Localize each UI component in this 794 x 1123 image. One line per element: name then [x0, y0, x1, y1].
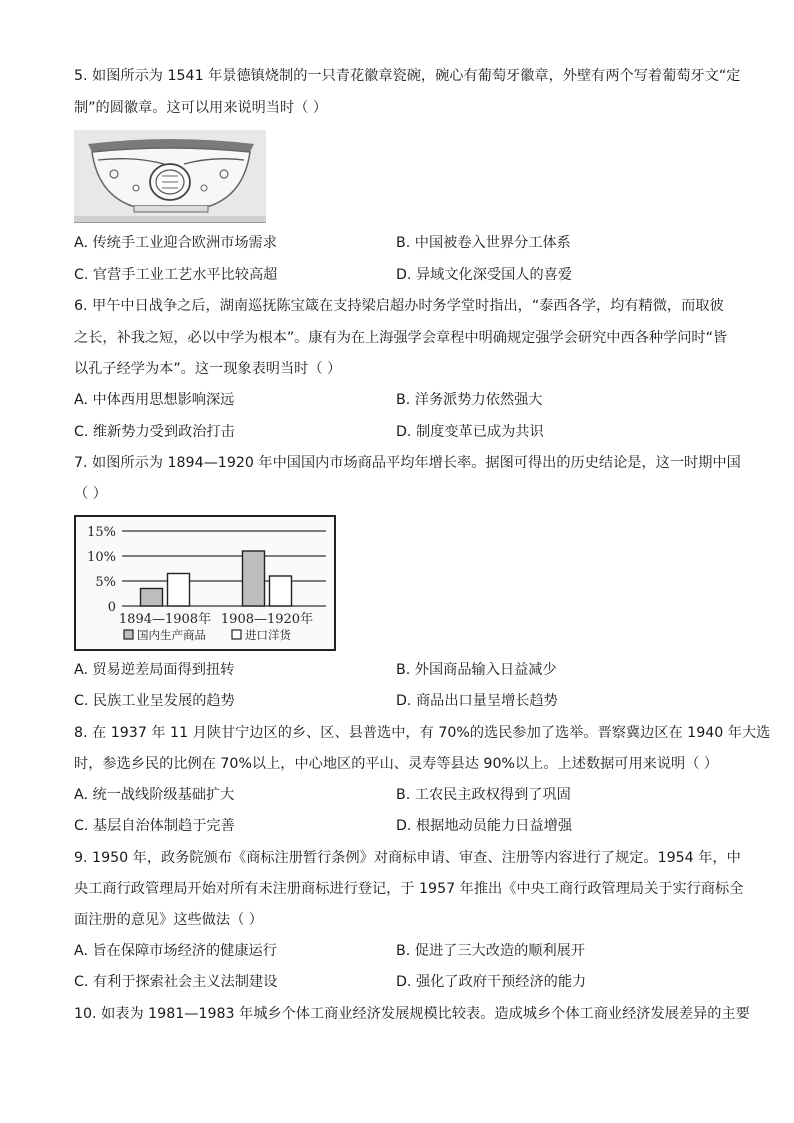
- chart-bars: [141, 551, 292, 606]
- q7-stem-line1: 7. 如图所示为 1894—1920 年中国国内市场商品平均年增长率。据图可得出的历史结论是，这一时期中国: [74, 455, 741, 471]
- q5-option-c: C. 官营手工业工艺水平比较高超: [74, 267, 278, 283]
- q6-option-d: D. 制度变革已成为共识: [396, 424, 544, 440]
- q9-option-c: C. 有利于探索社会主义法制建设: [74, 974, 278, 990]
- chart-legend: [124, 628, 292, 642]
- q8-option-b: B. 工农民主政权得到了巩固: [396, 787, 571, 803]
- q8-stem-line2: 时，参选乡民的比例在 70%以上，中心地区的平山、灵寿等县达 90%以上。上述数据可用来说明（ ）: [74, 756, 719, 772]
- q9-option-b: B. 促进了三大改造的顺利展开: [396, 943, 586, 959]
- chart-x-labels: [119, 611, 313, 627]
- q8-option-c: C. 基层自治体制趋于完善: [74, 818, 235, 834]
- q10-stem-line1: 10. 如表为 1981—1983 年城乡个体工商业经济发展规模比较表。造成城乡个体工商业经济发展差异的主要: [74, 1006, 750, 1022]
- porcelain-bowl-image: [74, 130, 266, 223]
- q9-option-a: A. 旨在保障市场经济的健康运行: [74, 943, 277, 959]
- bowl-illustration: [74, 130, 266, 222]
- y-tick-label: 15%: [87, 525, 116, 540]
- q5-option-b: B. 中国被卷入世界分工体系: [396, 235, 571, 251]
- q7-option-b: B. 外国商品输入日益减少: [396, 662, 557, 678]
- q9-option-d: D. 强化了政府干预经济的能力: [396, 974, 587, 990]
- legend-label: 进口洋货: [245, 628, 291, 642]
- q8-stem-line1: 8. 在 1937 年 11 月陕甘宁边区的乡、区、县普选中，有 70%的选民参加了选举。晋察冀边区在 1940 年大选: [74, 725, 771, 741]
- x-tick-label: 1894—1908年: [118, 612, 212, 627]
- legend-label: 国内生产商品: [137, 628, 206, 642]
- q6-option-a: A. 中体西用思想影响深远: [74, 392, 235, 408]
- bar: [168, 574, 190, 607]
- q6-stem-line2: 之长，补我之短，必以中学为根本”。康有为在上海强学会章程中明确规定强学会研究中西各种学问时“皆: [74, 330, 728, 346]
- q5-option-a: A. 传统手工业迎合欧洲市场需求: [74, 235, 277, 251]
- q6-option-b: B. 洋务派势力依然强大: [396, 392, 543, 408]
- q6-stem-line3: 以孔子经学为本”。这一现象表明当时（ ）: [74, 361, 342, 377]
- q7-stem-line2: （ ）: [74, 486, 107, 502]
- bar: [141, 589, 163, 607]
- q7-option-a: A. 贸易逆差局面得到扭转: [74, 662, 235, 678]
- q5-stem-line1: 5. 如图所示为 1541 年景德镇烧制的一只青花徽章瓷碗，碗心有葡萄牙徽章，外壁有两个写着葡萄牙文“定: [74, 68, 741, 84]
- x-tick-label: 1908—1920年: [220, 612, 314, 627]
- legend-swatch: [232, 630, 241, 639]
- q6-stem-line1: 6. 甲午中日战争之后，湖南巡抚陈宝箴在支持梁启超办时务学堂时指出，“泰西各学，均有精微，而取彼: [74, 298, 724, 314]
- legend-swatch: [124, 630, 133, 639]
- q9-stem-line2: 央工商行政管理局开始对所有未注册商标进行登记，于 1957 年推出《中央工商行政管理局关于实行商标全: [74, 881, 744, 897]
- bar-chart-svg: [76, 517, 334, 649]
- q8-option-a: A. 统一战线阶级基础扩大: [74, 787, 235, 803]
- bar: [270, 576, 292, 606]
- chart-y-ticks: [87, 525, 116, 615]
- q5-stem-line2: 制”的圆徽章。这可以用来说明当时（ ）: [74, 100, 328, 116]
- y-tick-label: 10%: [87, 550, 116, 565]
- q9-stem-line3: 面注册的意见》这些做法（ ）: [74, 912, 263, 928]
- q7-option-d: D. 商品出口量呈增长趋势: [396, 693, 558, 709]
- y-tick-label: 0: [107, 600, 116, 615]
- y-tick-label: 5%: [95, 575, 116, 590]
- q7-option-c: C. 民族工业呈发展的趋势: [74, 693, 235, 709]
- growth-rate-chart: [74, 515, 336, 651]
- bar: [243, 551, 265, 606]
- q9-stem-line1: 9. 1950 年，政务院颁布《商标注册暂行条例》对商标申请、审查、注册等内容进行了规定。1954 年，中: [74, 850, 741, 866]
- q6-option-c: C. 维新势力受到政治打击: [74, 424, 235, 440]
- q8-option-d: D. 根据地动员能力日益增强: [396, 818, 573, 834]
- q5-option-d: D. 异域文化深受国人的喜爱: [396, 267, 573, 283]
